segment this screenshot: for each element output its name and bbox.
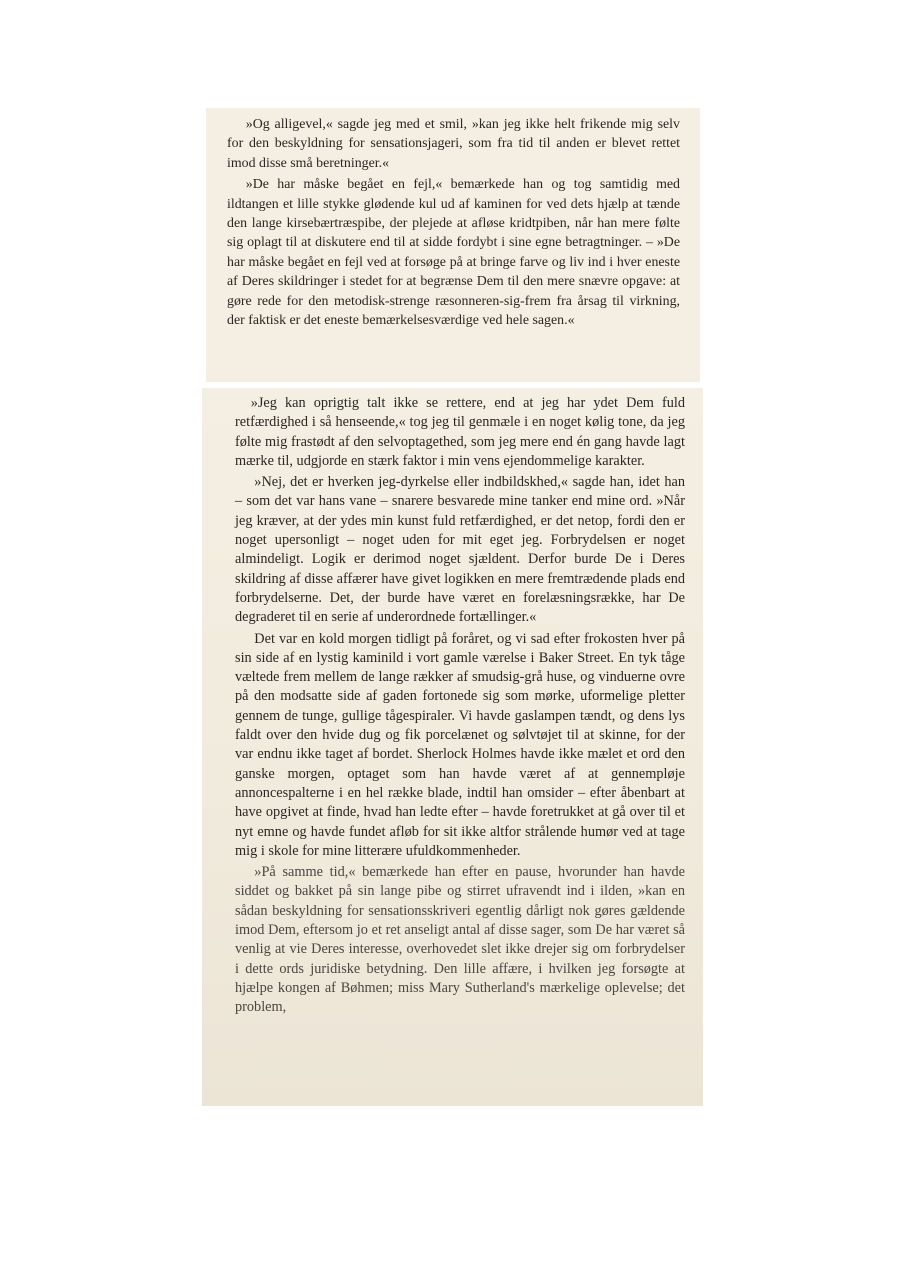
paragraph: »På samme tid,« bemærkede han efter en pause, hvorunder han havde siddet og bakket på sin lange pibe og stirret ufravendt ind i ilden, »kan en sådan beskyldning for sensationsskriveri egentlig dårligt nok gøres gældende imod Dem, eftersom jo et ret anseligt antal af disse sager, som De har været så venlig at vie Deres interesse, overhovedet slet ikke drejer sig om forbrydelser i dette ords juridiske betydning. Den lille affære, i hvilken jeg forsøgte at hjælpe kongen af Bøhmen; miss Mary Sutherland's mærkelige oplevelse; det problem, [235, 864, 685, 1016]
text-clipping-bottom [202, 388, 703, 1106]
paragraph: Det var en kold morgen tidligt på foråret, og vi sad efter frokosten hver på sin side af en lystig kaminild i vort gamle værelse i Baker Street. En tyk tåge væltede frem mellem de lange rækker af smudsig-grå huse, og vinduerne ovre på den modsatte side af gaden fortonede sig som mørke, uformelige pletter gennem de tunge, gullige tågespiraler. Vi havde gaslampen tændt, og dens lys faldt over den hvide dug og fik porcelænet og sølvtøjet til at skinne, for der var endnu ikke taget af bordet. Sherlock Holmes havde ikke mælet et ord den ganske morgen, optaget som han havde været af at gennempløje annoncespalterne i en hel række blade, indtil han omsider – efter åbenbart at have opgivet at finde, hvad han ledte efter – havde foretrukket at gå over til et nyt emne og havde fundet afløb for sit ikke altfor strålende humør ved at tage mig i skole for mine litterære ufuldkommenheder. [235, 630, 685, 859]
text-clipping-top [206, 108, 700, 382]
paragraph: »Og alligevel,« sagde jeg med et smil, »kan jeg ikke helt frikende mig selv for den beskyldning for sensationsjageri, som fra tid til anden er blevet rettet imod disse små beretninger.« [227, 117, 680, 171]
paragraph: »De har måske begået en fejl,« bemærkede han og tog samtidig med ildtangen et lille stykke glødende kul ud af kaminen for ved dets hjælp at tænde den lange kirsebærtræspibe, der plejede at afløse kridtpiben, når han mere følte sig oplagt til at diskutere end til at sidde fordybt i sine egne betragtninger. – »De har måske begået en fejl ved at forsøge på at bringe farve og liv ind i hver eneste af Deres skildringer i stedet for at begrænse Dem til den mere snævre opgave: at gøre rede for den metodisk-strenge ræsonneren-sig-frem fra årsag til virkning, der faktisk er det eneste bemærkelsesværdige ved hele sagen.« [227, 177, 680, 329]
paragraph: »Jeg kan oprigtig talt ikke se rettere, end at jeg har ydet Dem fuld retfærdighed i så henseende,« tog jeg til genmæle i en noget kølig tone, da jeg følte mig frastødt af den selvoptagethed, som jeg mere end én gang havde lagt mærke til, udgjorde en stærk faktor i min vens ejendommelige karakter. [235, 395, 685, 469]
paragraph: »Nej, det er hverken jeg-dyrkelse eller indbildskhed,« sagde han, idet han – som det var hans vane – snarere besvarede mine tanker end mine ord. »Når jeg kræver, at der ydes min kunst fuld retfærdighed, er det netop, fordi den er noget upersonligt – noget uden for mit eget jeg. Forbrydelsen er noget almindeligt. Logik er derimod noget sjældent. Derfor burde De i Deres skildring af disse affærer have givet logikken en mere fremtrædende plads end forbrydelserne. Det, der burde have været en forelæsningsrække, har De degraderet til en serie af underordnede fortællinger.« [235, 474, 685, 626]
